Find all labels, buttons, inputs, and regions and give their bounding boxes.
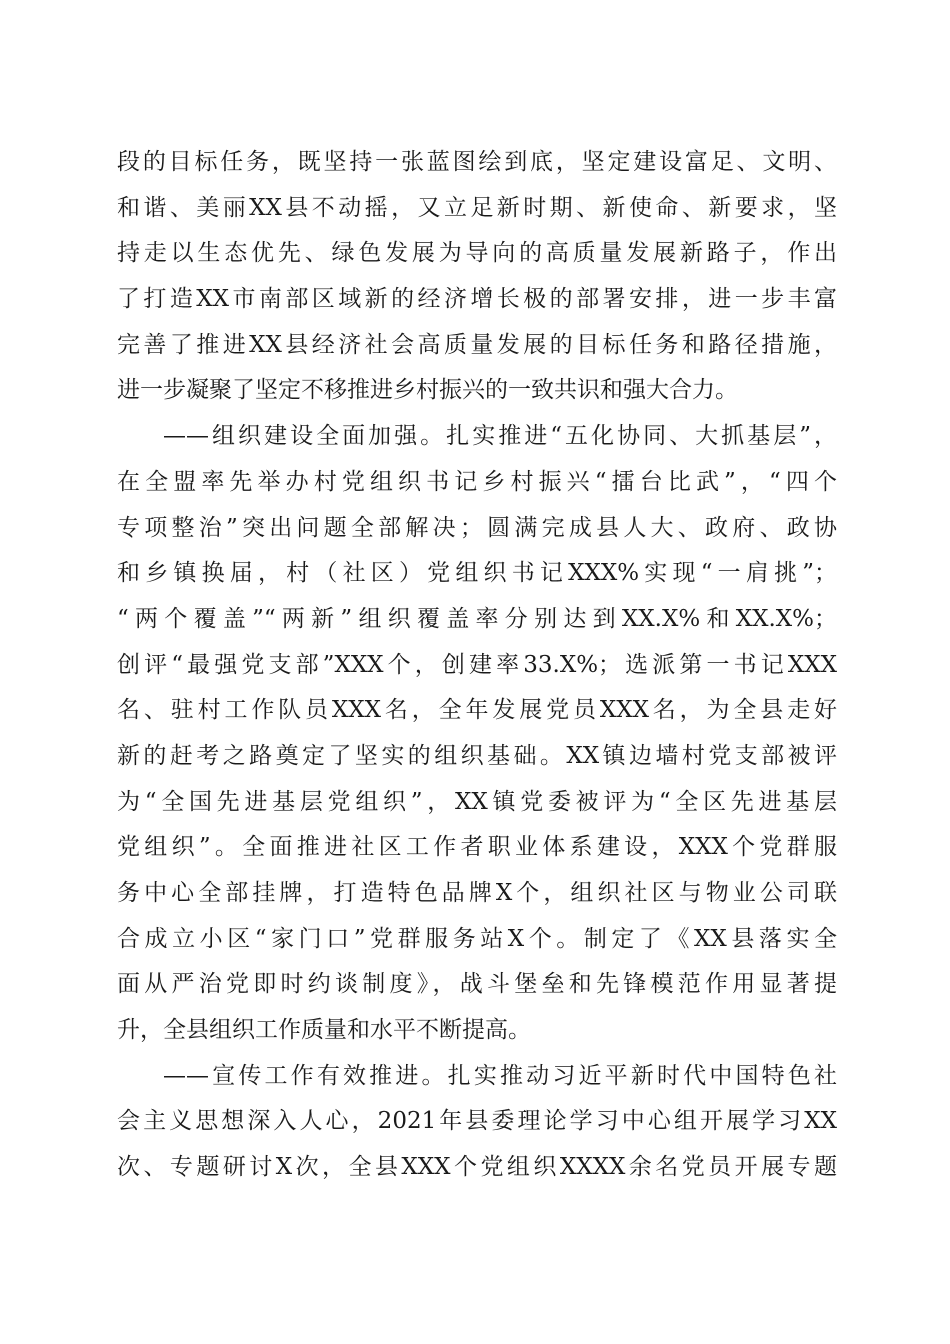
paragraph-line: 面从严治党即时约谈制度》，战斗堡垒和先锋模范作用显著提 [117,971,837,998]
paragraph-line: 新的赶考之路奠定了坚实的组织基础。XX镇边墙村党支部被评 [117,742,837,769]
paragraph-line: 完善了推进XX县经济社会高质量发展的目标任务和路径措施， [117,331,837,358]
paragraph-line: 会主义思想深入人心，2021年县委理论学习中心组开展学习XX [117,1108,837,1135]
paragraph-line: 次、专题研讨X次，全县XXX个党组织XXXX余名党员开展专题 [117,1154,837,1181]
paragraph-line: 在全盟率先举办村党组织书记乡村振兴“擂台比武”，“四个 [117,468,837,495]
paragraph-line: 持走以生态优先、绿色发展为导向的高质量发展新路子，作出 [117,240,837,267]
paragraph-line: “两个覆盖”“两新”组织覆盖率分别达到XX.X%和XX.X%； [117,605,837,632]
document-page [117,140,837,1191]
paragraph-line: ——宣传工作有效推进。扎实推动习近平新时代中国特色社 [163,1062,837,1089]
paragraph-line: 创评“最强党支部”XXX个，创建率33.X%；选派第一书记XXX [117,651,837,678]
paragraph-line: 和乡镇换届，村（社区）党组织书记XXX%实现“一肩挑”； [117,560,837,587]
paragraph-line: 进一步凝聚了坚定不移推进乡村振兴的一致共识和强大合力。 [117,377,738,404]
paragraph-line: 了打造XX市南部区域新的经济增长极的部署安排，进一步丰富 [117,286,837,313]
paragraph-line: 务中心全部挂牌，打造特色品牌X个，组织社区与物业公司联 [117,880,837,906]
paragraph-line: 为“全国先进基层党组织”，XX镇党委被评为“全区先进基层 [117,788,837,815]
paragraph-line: 名、驻村工作队员XXX名，全年发展党员XXX名，为全县走好 [117,697,837,724]
paragraph-line: 专项整治”突出问题全部解决；圆满完成县人大、政府、政协 [117,514,837,541]
paragraph-line: 和谐、美丽XX县不动摇，又立足新时期、新使命、新要求，坚 [117,194,837,221]
paragraph-line: ——组织建设全面加强。扎实推进“五化协同、大抓基层”， [163,423,837,450]
paragraph-line: 党组织”。全面推进社区工作者职业体系建设，XXX个党群服 [117,834,837,861]
paragraph-line: 升，全县组织工作质量和水平不断提高。 [117,1017,531,1044]
paragraph-line: 合成立小区“家门口”党群服务站X个。制定了《XX县落实全 [117,925,837,952]
paragraph-line: 段的目标任务，既坚持一张蓝图绘到底，坚定建设富足、文明、 [117,149,837,175]
